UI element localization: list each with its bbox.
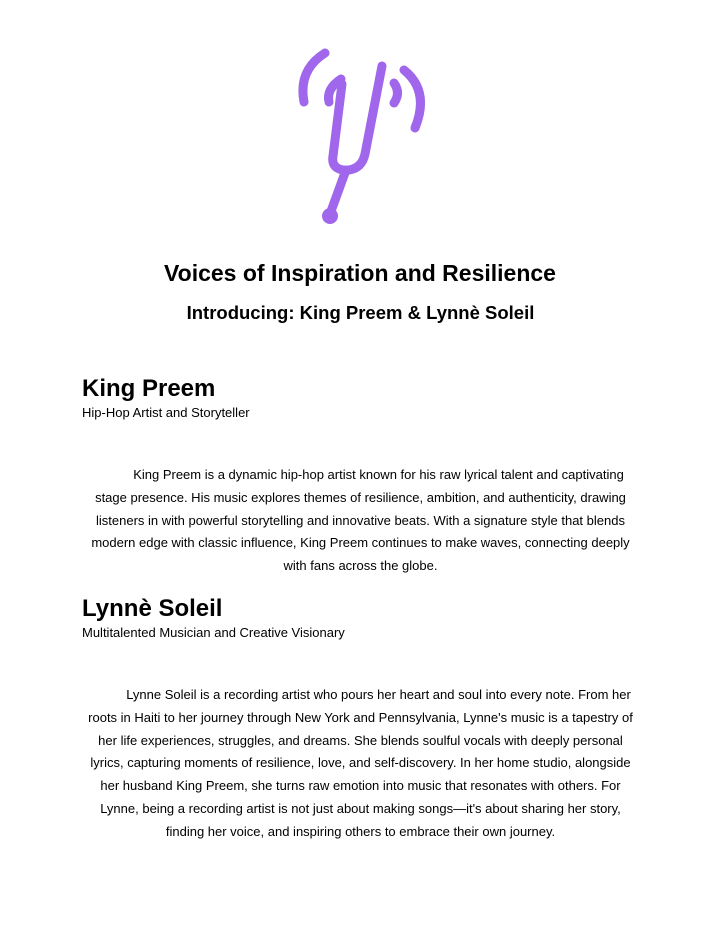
artist-name: King Preem bbox=[82, 375, 216, 402]
artist-role: Hip-Hop Artist and Storyteller bbox=[82, 405, 250, 420]
artist-name: Lynnè Soleil bbox=[82, 595, 223, 622]
page-title: Voices of Inspiration and Resilience bbox=[164, 260, 556, 286]
artist-role: Multitalented Musician and Creative Visionary bbox=[82, 625, 345, 640]
tuning-fork-sound-waves-icon bbox=[295, 44, 435, 229]
artist-bio: Lynne Soleil is a recording artist who pours her heart and soul into every note. From her roots in Haiti to her journey through New York and Pennsylvania, Lynne's music is a tapestry of her life experiences, struggles, and dreams. She blends soulful vocals with deeply personal lyrics, capturing moments of resilience, love, and self-discovery. In her home studio, alongside her husband King Preem, she turns raw emotion into music that resonates with others. For Lynne, being a recording artist is not just about making songs—it's about sharing her story, finding her voice, and inspiring others to embrace their own journey. bbox=[88, 687, 633, 839]
artist-bio: King Preem is a dynamic hip-hop artist known for his raw lyrical talent and captivating stage presence. His music explores themes of resilience, ambition, and authenticity, drawing listeners in with powerful storytelling and innovative beats. With a signature style that blends modern edge with classic influence, King Preem continues to make waves, connecting deeply with fans across the globe. bbox=[91, 467, 630, 574]
page-subtitle: Introducing: King Preem & Lynnè Soleil bbox=[186, 302, 535, 323]
